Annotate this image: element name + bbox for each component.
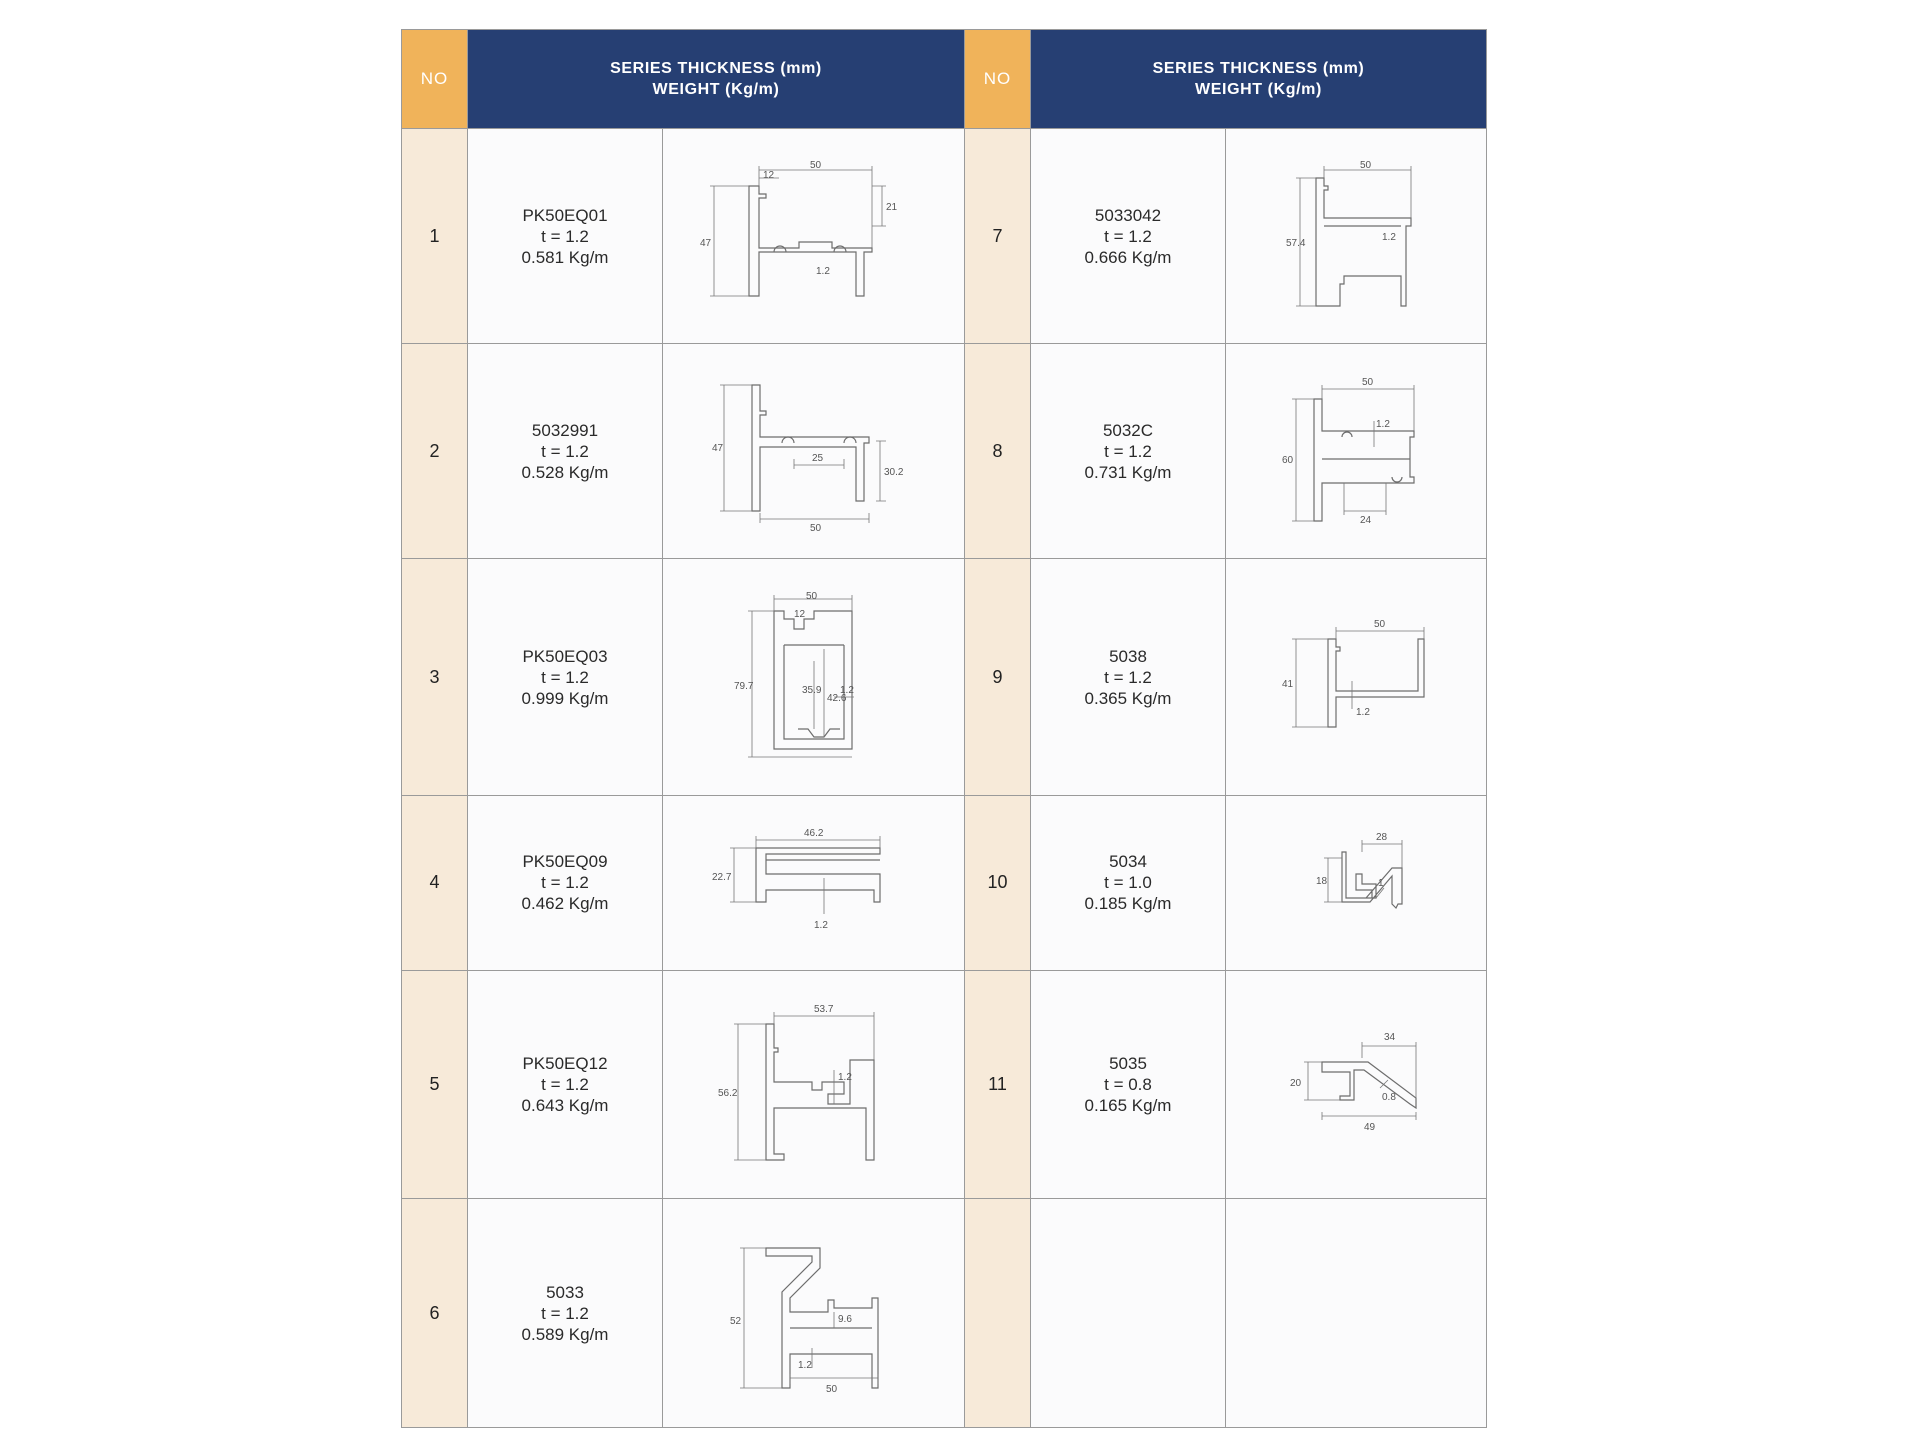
dimension-label: 50 — [1360, 160, 1372, 172]
row-number: 7 — [965, 129, 1031, 344]
dimension-label: 47 — [699, 238, 711, 250]
row-number: 1 — [402, 129, 468, 344]
profile-code: 5035 — [1109, 1054, 1147, 1074]
profile-info — [1031, 559, 1226, 796]
dimension-label: 18 — [1316, 875, 1328, 887]
series-column-header — [1031, 30, 1487, 129]
profile-drawing-cell — [1226, 129, 1487, 344]
dimension-label: 20 — [1290, 1077, 1302, 1089]
profile-drawing — [1256, 156, 1456, 316]
profile-drawing-cell — [663, 970, 965, 1199]
profile-code: 5033042 — [1094, 205, 1162, 225]
dimension-label: 47 — [711, 443, 723, 455]
dimension-label: 50 — [825, 1384, 837, 1396]
profile-drawing-cell — [663, 129, 965, 344]
profile-info — [1031, 795, 1226, 970]
row-number: 11 — [965, 970, 1031, 1199]
profile-thickness: t = 1.2 — [1104, 226, 1152, 246]
row-number: 8 — [965, 344, 1031, 559]
profile-drawing — [1256, 597, 1456, 757]
dimension-label: 1 — [1378, 877, 1384, 889]
table-header-row — [402, 30, 1487, 129]
dimension-label: 24 — [1360, 515, 1372, 527]
dimension-label: 25 — [811, 453, 823, 465]
profile-info — [1031, 344, 1226, 559]
profile-info — [468, 795, 663, 970]
dimension-label: 28 — [1376, 831, 1388, 843]
dimension-label: 60 — [1282, 455, 1294, 467]
profile-code: 5032C — [1102, 420, 1154, 440]
profile-info — [468, 344, 663, 559]
dimension-label: 53.7 — [813, 1003, 833, 1015]
profile-code: 5034 — [1109, 852, 1147, 872]
profile-drawing — [694, 1228, 934, 1398]
profile-thickness: t = 1.2 — [541, 873, 589, 893]
dimension-label: 42.6 — [826, 693, 846, 705]
profile-thickness: t = 1.2 — [1104, 441, 1152, 461]
dimension-label: 12 — [762, 170, 774, 182]
profile-weight: 0.581 Kg/m — [521, 247, 609, 267]
dimension-label: 50 — [1362, 377, 1374, 389]
profile-info — [468, 1199, 663, 1428]
dimension-label: 79.7 — [733, 681, 753, 693]
dimension-label: 56.2 — [717, 1087, 737, 1099]
profile-code: 5033 — [546, 1282, 584, 1302]
profile-thickness: t = 1.2 — [541, 1303, 589, 1323]
dimension-label: 52 — [729, 1316, 741, 1328]
table-row — [402, 1199, 1487, 1428]
series-column-header — [468, 30, 965, 129]
dimension-label: 21 — [885, 202, 897, 214]
table-row — [402, 559, 1487, 796]
dimension-label: 50 — [809, 160, 821, 172]
profile-weight: 0.165 Kg/m — [1084, 1096, 1172, 1116]
profile-weight: 0.185 Kg/m — [1084, 894, 1172, 914]
dimension-label: 35.9 — [801, 685, 821, 697]
dimension-label: 34 — [1384, 1031, 1396, 1043]
row-number: 9 — [965, 559, 1031, 796]
profile-drawing — [694, 371, 934, 531]
profile-drawing-cell — [663, 1199, 965, 1428]
profile-drawing — [694, 156, 934, 316]
dimension-label: 50 — [809, 523, 821, 532]
dimension-label: 1.2 — [1376, 419, 1390, 431]
dimension-label: 30.2 — [883, 467, 903, 479]
profile-thickness: t = 1.2 — [541, 667, 589, 687]
dimension-label: 1.2 — [1382, 232, 1396, 244]
profile-info — [1031, 970, 1226, 1199]
profile-drawing — [1256, 818, 1456, 948]
profile-drawing-cell — [1226, 795, 1487, 970]
dimension-label: 1.2 — [839, 685, 854, 697]
profile-code: PK50EQ01 — [522, 205, 608, 225]
profile-weight: 0.731 Kg/m — [1084, 462, 1172, 482]
row-number: 4 — [402, 795, 468, 970]
profile-drawing-cell — [663, 559, 965, 796]
row-number-empty — [965, 1199, 1031, 1428]
table-row — [402, 129, 1487, 344]
profile-drawing — [694, 818, 934, 948]
profile-thickness: t = 1.2 — [541, 441, 589, 461]
series-header-line2: WEIGHT (Kg/m) — [652, 81, 780, 98]
no-column-header: NO — [965, 30, 1031, 129]
series-header-line2: WEIGHT (Kg/m) — [1195, 81, 1322, 98]
dimension-label: 0.8 — [1382, 1091, 1396, 1103]
profile-spec-sheet — [401, 29, 1486, 1428]
profile-info — [468, 129, 663, 344]
dimension-label: 1.2 — [1356, 707, 1370, 719]
profile-info — [468, 970, 663, 1199]
dimension-label: 1.2 — [815, 266, 830, 278]
profile-info-empty — [1031, 1199, 1226, 1428]
row-number: 10 — [965, 795, 1031, 970]
profile-drawing — [694, 1000, 934, 1170]
profile-info — [468, 559, 663, 796]
dimension-label: 50 — [1374, 619, 1386, 631]
profile-thickness: t = 1.2 — [1104, 667, 1152, 687]
profile-weight: 0.528 Kg/m — [521, 462, 609, 482]
profile-weight: 0.643 Kg/m — [521, 1096, 609, 1116]
profile-info — [1031, 129, 1226, 344]
profile-weight: 0.999 Kg/m — [521, 688, 609, 708]
dimension-label: 12 — [793, 609, 805, 621]
profile-thickness: t = 1.2 — [541, 226, 589, 246]
row-number: 3 — [402, 559, 468, 796]
no-column-header: NO — [402, 30, 468, 129]
profile-drawing — [694, 589, 934, 765]
profile-code: PK50EQ03 — [522, 646, 608, 666]
dimension-label: 22.7 — [711, 871, 731, 883]
series-header-line1: SERIES THICKNESS (mm) — [1152, 60, 1365, 77]
profile-weight: 0.589 Kg/m — [521, 1324, 609, 1344]
dimension-label: 41 — [1282, 679, 1294, 691]
profile-weight: 0.666 Kg/m — [1084, 247, 1172, 267]
row-number: 2 — [402, 344, 468, 559]
row-number: 5 — [402, 970, 468, 1199]
profile-weight: 0.365 Kg/m — [1084, 688, 1172, 708]
profile-thickness: t = 1.2 — [541, 1075, 589, 1095]
profile-drawing-cell — [663, 344, 965, 559]
table-row — [402, 344, 1487, 559]
table-row — [402, 970, 1487, 1199]
profile-drawing-cell — [1226, 559, 1487, 796]
profile-code: PK50EQ09 — [522, 852, 608, 872]
dimension-label: 57.4 — [1286, 238, 1306, 250]
profile-thickness: t = 0.8 — [1104, 1075, 1152, 1095]
dimension-label: 46.2 — [803, 827, 823, 839]
profile-drawing — [1256, 1010, 1456, 1160]
profile-drawing-cell-empty — [1226, 1199, 1487, 1428]
profile-thickness: t = 1.0 — [1104, 873, 1152, 893]
profile-drawing-cell — [663, 795, 965, 970]
profile-drawing-cell — [1226, 970, 1487, 1199]
dimension-label: 49 — [1364, 1121, 1376, 1133]
profile-spec-table — [401, 29, 1487, 1428]
dimension-label: 9.6 — [837, 1314, 852, 1326]
profile-drawing — [1256, 371, 1456, 531]
series-header-line1: SERIES THICKNESS (mm) — [610, 60, 822, 77]
profile-drawing-cell — [1226, 344, 1487, 559]
dimension-label: 1.2 — [813, 919, 828, 931]
profile-code: 5032991 — [531, 420, 599, 440]
dimension-label: 50 — [805, 591, 817, 603]
profile-weight: 0.462 Kg/m — [521, 894, 609, 914]
profile-code: PK50EQ12 — [522, 1054, 608, 1074]
dimension-label: 1.2 — [837, 1071, 852, 1083]
row-number: 6 — [402, 1199, 468, 1428]
profile-code: 5038 — [1109, 646, 1147, 666]
dimension-label: 1.2 — [797, 1360, 812, 1372]
table-row — [402, 795, 1487, 970]
